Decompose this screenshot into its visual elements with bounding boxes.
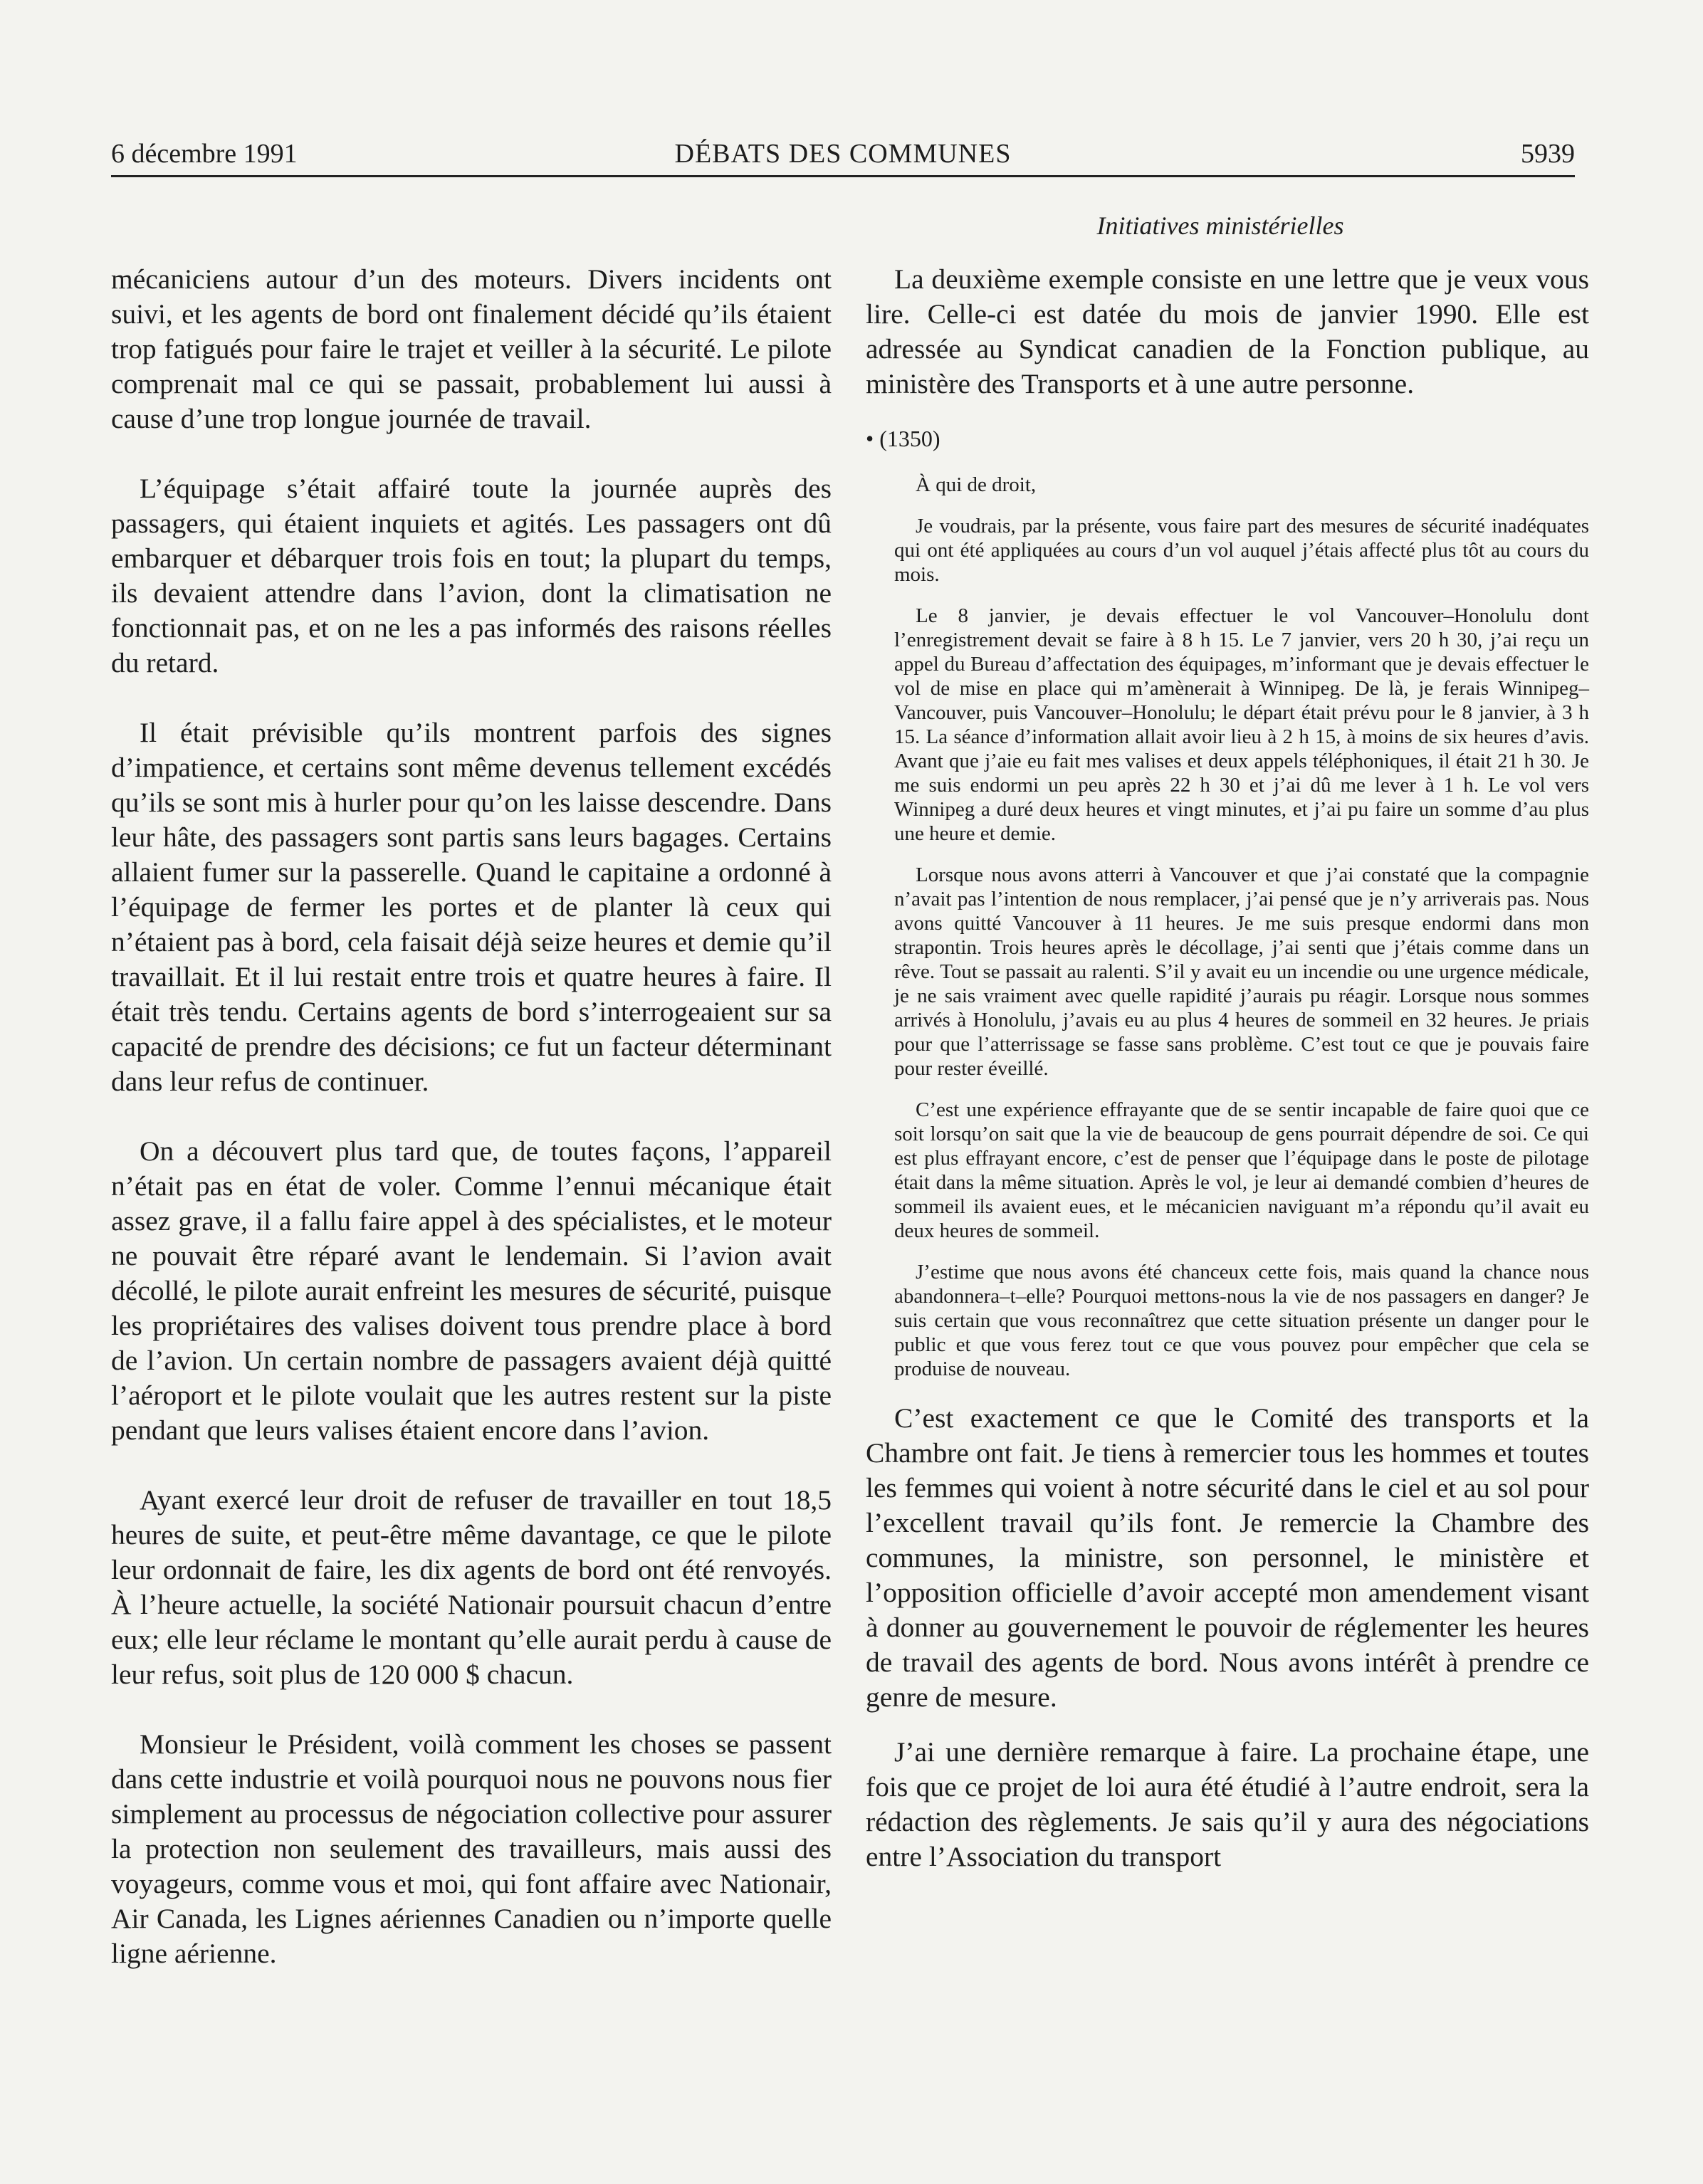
letter-paragraph: C’est une expérience effrayante que de se sentir incapable de faire quoi que ce soit lorsqu’on sait que la vie de beaucoup de gens pourrait dépendre de soi. Ce qui est plus effrayant encore, c’est de penser que l’équipage dans le poste de pilotage était dans la même situation. Après le vol, je leur ai demandé combien d’heures de sommeil ils avaient eues, et le mécanicien naviguant m’a répondu qu’il avait eu deux heures de sommeil. xyxy=(894,1098,1589,1242)
header-title: DÉBATS DES COMMUNES xyxy=(674,139,1012,169)
page-number: 5939 xyxy=(1521,139,1575,169)
section-title: Initiatives ministérielles xyxy=(1096,211,1344,240)
running-header xyxy=(111,135,1575,177)
time-marker: • (1350) xyxy=(866,426,940,451)
letter-paragraph: Le 8 janvier, je devais effectuer le vol Vancouver–Honolulu dont l’enregistrement devait se faire à 8 h 15. Le 7 janvier, vers 20 h 30, j’ai reçu un appel du Bureau d’affectation des équipages, m’informant que je devais effectuer le vol de mise en place qui m’amènerait à Winnipeg. De là, je ferais Winnipeg–Vancouver, puis Vancouver–Honolulu; le départ était prévu pour le 8 janvier, à 3 h 15. La séance d’information allait avoir lieu à 2 h 15, à moins de six heures d’avis. Avant que j’aie eu fait mes valises et deux appels téléphoniques, il était 21 h 30. Je me suis endormi un peu après 22 h 30 et j’ai dû me lever à 1 h. Le vol vers Winnipeg a duré deux heures et vingt minutes, et j’ai pu faire un somme d’au plus une heure et demie. xyxy=(894,604,1589,845)
letter-paragraph: Je voudrais, par la présente, vous faire part des mesures de sécurité inadéquates qui ont été appliquées au cours d’un vol auquel j’étais affecté plus tôt au cours du mois. xyxy=(894,515,1589,586)
header-date: 6 décembre 1991 xyxy=(111,139,298,169)
paragraph: Monsieur le Président, voilà comment les choses se passent dans cette industrie et voilà pourquoi nous ne pouvons nous fier simplement au processus de négociation collective pour assurer la protection non seulement des travailleurs, mais aussi des voyageurs, comme vous et moi, qui font affaire avec Nationair, Air Canada, les Lignes aériennes Canadien ou n’importe quelle ligne aérienne. xyxy=(111,1728,832,1969)
paragraph: L’équipage s’était affairé toute la journée auprès des passagers, qui étaient inquiets et agités. Les passagers ont dû embarquer et débarquer trois fois en tout; la plupart du temps, ils devaient attendre dans l’avion, dont la climatisation ne fonctionnait pas, et on ne les a pas informés des raisons réelles du retard. xyxy=(111,473,832,678)
letter-paragraph: J’estime que nous avons été chanceux cette fois, mais quand la chance nous abandonnera–t–elle? Pourquoi mettons-nous la vie de nos passagers en danger? Je suis certain que vous reconnaîtrez que cette situation présente un danger pour le public et que vous ferez tout ce que vous pouvez pour empêcher que cela se produise de nouveau. xyxy=(894,1261,1589,1380)
paragraph: J’ai une dernière remarque à faire. La prochaine étape, une fois que ce projet de loi aura été étudié à l’autre endroit, sera la rédaction des règlements. Je sais qu’il y aura des négociations entre l’Association du transport xyxy=(866,1736,1589,1872)
quoted-letter xyxy=(866,473,1589,1381)
left-column xyxy=(111,262,832,1971)
paragraph: Ayant exercé leur droit de refuser de travailler en tout 18,5 heures de suite, et peut-être même davantage, ce que le pilote leur ordonnait de faire, les dix agents de bord ont été renvoyés. À l’heure actuelle, la société Nationair poursuit chacun d’entre eux; elle leur réclame le montant qu’elle aurait perdu à cause de leur refus, soit plus de 120 000 $ chacun. xyxy=(111,1484,832,1690)
paragraph: On a découvert plus tard que, de toutes façons, l’appareil n’était pas en état de voler. Comme l’ennui mécanique était assez grave, il a fallu faire appel à des spécialistes, et le moteur ne pouvait être réparé avant le lendemain. Si l’avion avait décollé, le pilote aurait enfreint les mesures de sécurité, puisque les propriétaires des valises doivent tous prendre place à bord de l’avion. Un certain nombre de passagers avaient déjà quitté l’aéroport et le pilote voulait que les autres restent sur la piste pendant que leurs valises étaient encore dans l’avion. xyxy=(111,1135,832,1446)
paragraph: mécaniciens autour d’un des moteurs. Divers incidents ont suivi, et les agents de bord ont finalement décidé qu’ils étaient trop fatigués pour faire le trajet et veiller à la sécurité. Le pilote comprenait mal ce qui se passait, probablement lui aussi à cause d’une trop longue journée de travail. xyxy=(111,263,832,434)
paragraph: Il était prévisible qu’ils montrent parfois des signes d’impatience, et certains sont même devenus tellement excédés qu’ils se sont mis à hurler pour qu’on les laisse descendre. Dans leur hâte, des passagers sont partis sans leurs bagages. Certains allaient fumer sur la passerelle. Quand le capitaine a ordonné à l’équipage de fermer les portes et de planter là ceux qui n’étaient pas à bord, cela faisait déjà seize heures et demie qu’il travaillait. Et il lui restait entre trois et quatre heures à faire. Il était très tendu. Certains agents de bord s’interrogeaient sur sa capacité de prendre des décisions; ce fut un facteur déterminant dans leur refus de continuer. xyxy=(111,717,832,1097)
letter-salutation: À qui de droit, xyxy=(916,473,1037,496)
letter-paragraph: Lorsque nous avons atterri à Vancouver et que j’ai constaté que la compagnie n’avait pas l’intention de nous remplacer, j’ai pensé que je n’y arriverais pas. Nous avons quitté Vancouver à 11 heures. Je me suis presque endormi dans mon strapontin. Trois heures après le décollage, j’ai senti que j’étais comme dans un rêve. Tout se passait au ralenti. S’il y avait eu un incendie ou une urgence médicale, je ne sais vraiment avec quelle rapidité j’aurais pu réagir. Lorsque nous sommes arrivés à Honolulu, j’avais eu au plus 4 heures de sommeil en 32 heures. Je priais pour que l’atterrissage se fasse sans problème. C’est tout ce que je pouvais faire pour rester éveillé. xyxy=(894,863,1589,1080)
paragraph: C’est exactement ce que le Comité des transports et la Chambre ont fait. Je tiens à remercier tous les hommes et toutes les femmes qui voient à notre sécurité dans le ciel et au sol pour l’excellent travail qu’ils font. Je remercie la Chambre des communes, la ministre, son personnel, le ministère et l’opposition officielle d’avoir accepté mon amendement visant à donner au gouvernement le pouvoir de réglementer les heures de travail des agents de bord. Nous avons intérêt à prendre ce genre de mesure. xyxy=(866,1402,1589,1713)
paragraph: La deuxième exemple consiste en une lettre que je veux vous lire. Celle-ci est datée du mois de janvier 1990. Elle est adressée au Syndicat canadien de la Fonction publique, au ministère des Transports et à une autre personne. xyxy=(866,263,1589,399)
right-column xyxy=(866,262,1589,1874)
